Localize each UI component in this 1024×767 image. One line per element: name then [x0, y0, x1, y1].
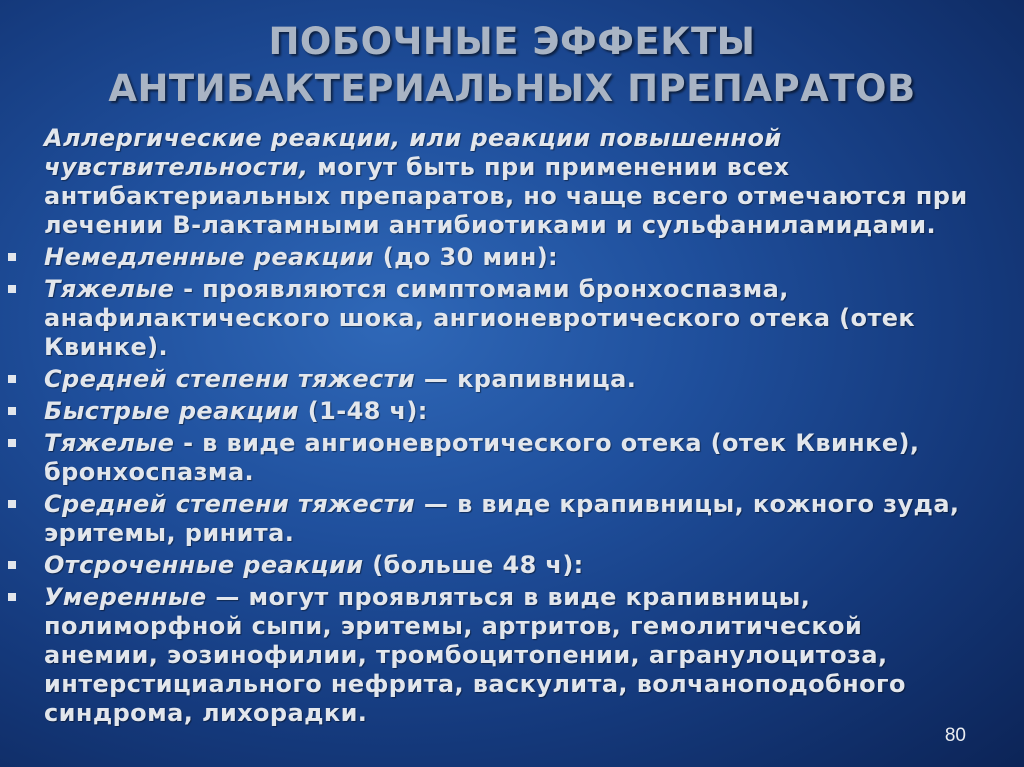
square-bullet-icon	[8, 439, 16, 447]
bullet-text: — могут проявляться в виде крапивницы, полиморфной сыпи, эритемы, артритов, гемолитической анемии, эозинофилии, тромбоцитопении, агранулоцитоза, интерстициального нефрита, васкулита, волчаноподобного синдрома, лихорадки.	[44, 583, 906, 727]
slide-title	[40, 18, 984, 112]
bullet-text: (1-48 ч):	[299, 397, 428, 425]
list-item	[44, 429, 974, 487]
bullet-text: (больше 48 ч):	[363, 551, 584, 579]
square-bullet-icon	[8, 593, 16, 601]
list-item	[44, 551, 974, 580]
bullet-emphasis: Умеренные	[44, 583, 207, 611]
list-item	[44, 397, 974, 426]
bullet-emphasis: Средней степени тяжести	[44, 365, 416, 393]
bullet-emphasis: Тяжелые	[44, 275, 175, 303]
bullet-list	[44, 243, 974, 728]
square-bullet-icon	[8, 253, 16, 261]
page-number: 80	[944, 725, 966, 746]
list-item	[44, 490, 974, 548]
bullet-text: — в виде крапивницы, кожного зуда, эритемы, ринита.	[44, 490, 960, 547]
bullet-text: - проявляются симптомами бронхоспазма, анафилактического шока, ангионевротического отека (отек Квинке).	[44, 275, 916, 361]
bullet-emphasis: Быстрые реакции	[44, 397, 300, 425]
square-bullet-icon	[8, 561, 16, 569]
square-bullet-icon	[8, 375, 16, 383]
bullet-text: (до 30 мин):	[373, 243, 559, 271]
bullet-text: - в виде ангионевротического отека (отек Квинке), бронхоспазма.	[44, 429, 920, 486]
bullet-text: — крапивница.	[415, 365, 637, 393]
square-bullet-icon	[8, 407, 16, 415]
bullet-emphasis: Средней степени тяжести	[44, 490, 416, 518]
bullet-emphasis: Тяжелые	[44, 429, 175, 457]
list-item	[44, 583, 974, 728]
square-bullet-icon	[8, 285, 16, 293]
square-bullet-icon	[8, 500, 16, 508]
bullet-emphasis: Немедленные реакции	[44, 243, 374, 271]
intro-paragraph	[44, 124, 974, 240]
intro-text: могут быть при применении всех антибактериальных препаратов, но чаще всего отмечаются при лечении В-лактамными антибиотиками и сульфаниламидами.	[44, 153, 968, 239]
list-item	[44, 275, 974, 362]
bullet-emphasis: Отсроченные реакции	[44, 551, 364, 579]
title-line-2: АНТИБАКТЕРИАЛЬНЫХ ПРЕПАРАТОВ	[108, 67, 916, 110]
intro-emphasis: Аллергические реакции, или реакции повышенной чувствительности,	[44, 124, 782, 181]
list-item	[44, 365, 974, 394]
list-item	[44, 243, 974, 272]
title-line-1: ПОБОЧНЫЕ ЭФФЕКТЫ	[268, 20, 756, 63]
slide-body	[44, 124, 974, 731]
